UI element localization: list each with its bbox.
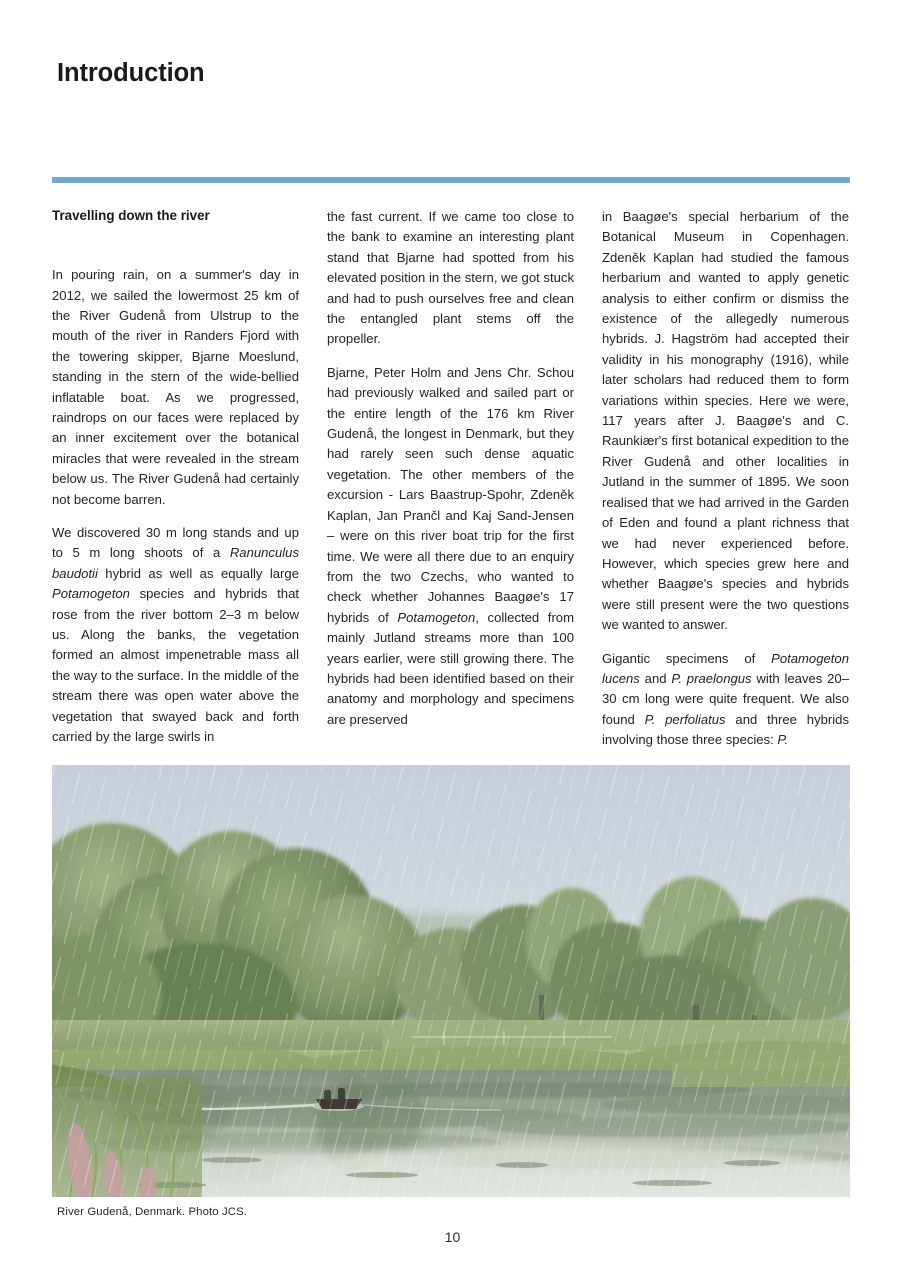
title-divider bbox=[52, 177, 850, 183]
text-column-2 bbox=[327, 207, 574, 752]
paragraph: In pouring rain, on a summer's day in 2012, we sailed the lowermost 25 km of the River Gudenå from Ulstrup to the mouth of the river in Randers Fjord with the towering skipper, Bjarne Moeslund, standing in the stern of the wide-bellied inflatable boat. As we progressed, raindrops on our faces were replaced by an inner excitement over the botanical miracles that were revealed in the stream below us. The River Gudenå had certainly not become barren. bbox=[52, 267, 299, 507]
article-columns bbox=[52, 207, 850, 752]
page-title: Introduction bbox=[57, 59, 205, 87]
figure-caption: River Gudenå, Denmark. Photo JCS. bbox=[57, 1206, 248, 1218]
paragraph: in Baagøe's special herbarium of the Botanical Museum in Copenhagen. Zdeněk Kaplan had studied the famous herbarium and wanted to apply genetic analysis to either confirm or dismiss the existence of the allegedly numerous hybrids. J. Hagström had accepted their validity in his monography (1916), while later scholars had reduced them to form variations within species. Here we were, 117 years after J. Baagøe's and C. Raunkiær's first botanical expedition to the River Gudenå and other localities in Jutland in the summer of 1895. We soon realised that we had arrived in the Garden of Eden and found a plant richness that we had never experienced before. However, which species grew here and whether Baagøe's species and hybrids were still present were the two questions we wanted to answer. bbox=[602, 209, 849, 633]
section-heading: Travelling down the river bbox=[52, 208, 210, 223]
paragraph: We discovered 30 m long stands and up to 5 m long shoots of a Ranunculus baudotii hybrid as well as equally large Potamogeton species and hybrids that rose from the river bottom 2–3 m below us. Along the banks, the vegetation formed an almost impenetrable mass all the way to the surface. In the middle of the stream there was open water above the vegetation that swayed back and forth carried by the large swirls in bbox=[52, 524, 299, 745]
paragraph: Bjarne, Peter Holm and Jens Chr. Schou had previously walked and sailed part or the entire length of the 176 km River Gudenå, the longest in Denmark, but they had rarely seen such dense aquatic vegetation. The other members of the excursion - Lars Baastrup-Spohr, Zdeněk Kaplan, Jan Prančl and Kaj Sand-Jensen – were on this river boat trip for the first time. We were all there due to an enquiry from the two Czechs, who wanted to check whether Johannes Baagøe's 17 hybrids of Potamogeton, collected from mainly Jutland streams more than 100 years earlier, were still growing there. The hybrids had been identified based on their anatomy and morphology and specimens are preserved bbox=[327, 364, 574, 727]
paragraph: the fast current. If we came too close to the bank to examine an interesting plant stand that Bjarne had spotted from his elevated position in the stern, we got stuck and had to push ourselves free and clean the entangled plant stems off the propeller. bbox=[327, 209, 574, 347]
paragraph: Gigantic specimens of Potamogeton lucens and P. praelongus with leaves 20–30 cm long were quite frequent. We also found P. perfoliatus and three hybrids involving those three species: P. bbox=[602, 650, 850, 748]
page-number: 10 bbox=[444, 1229, 461, 1245]
text-column-1 bbox=[52, 207, 299, 752]
text-column-3 bbox=[602, 207, 849, 752]
photo-illustration bbox=[52, 765, 850, 1197]
river-photograph bbox=[52, 765, 850, 1197]
